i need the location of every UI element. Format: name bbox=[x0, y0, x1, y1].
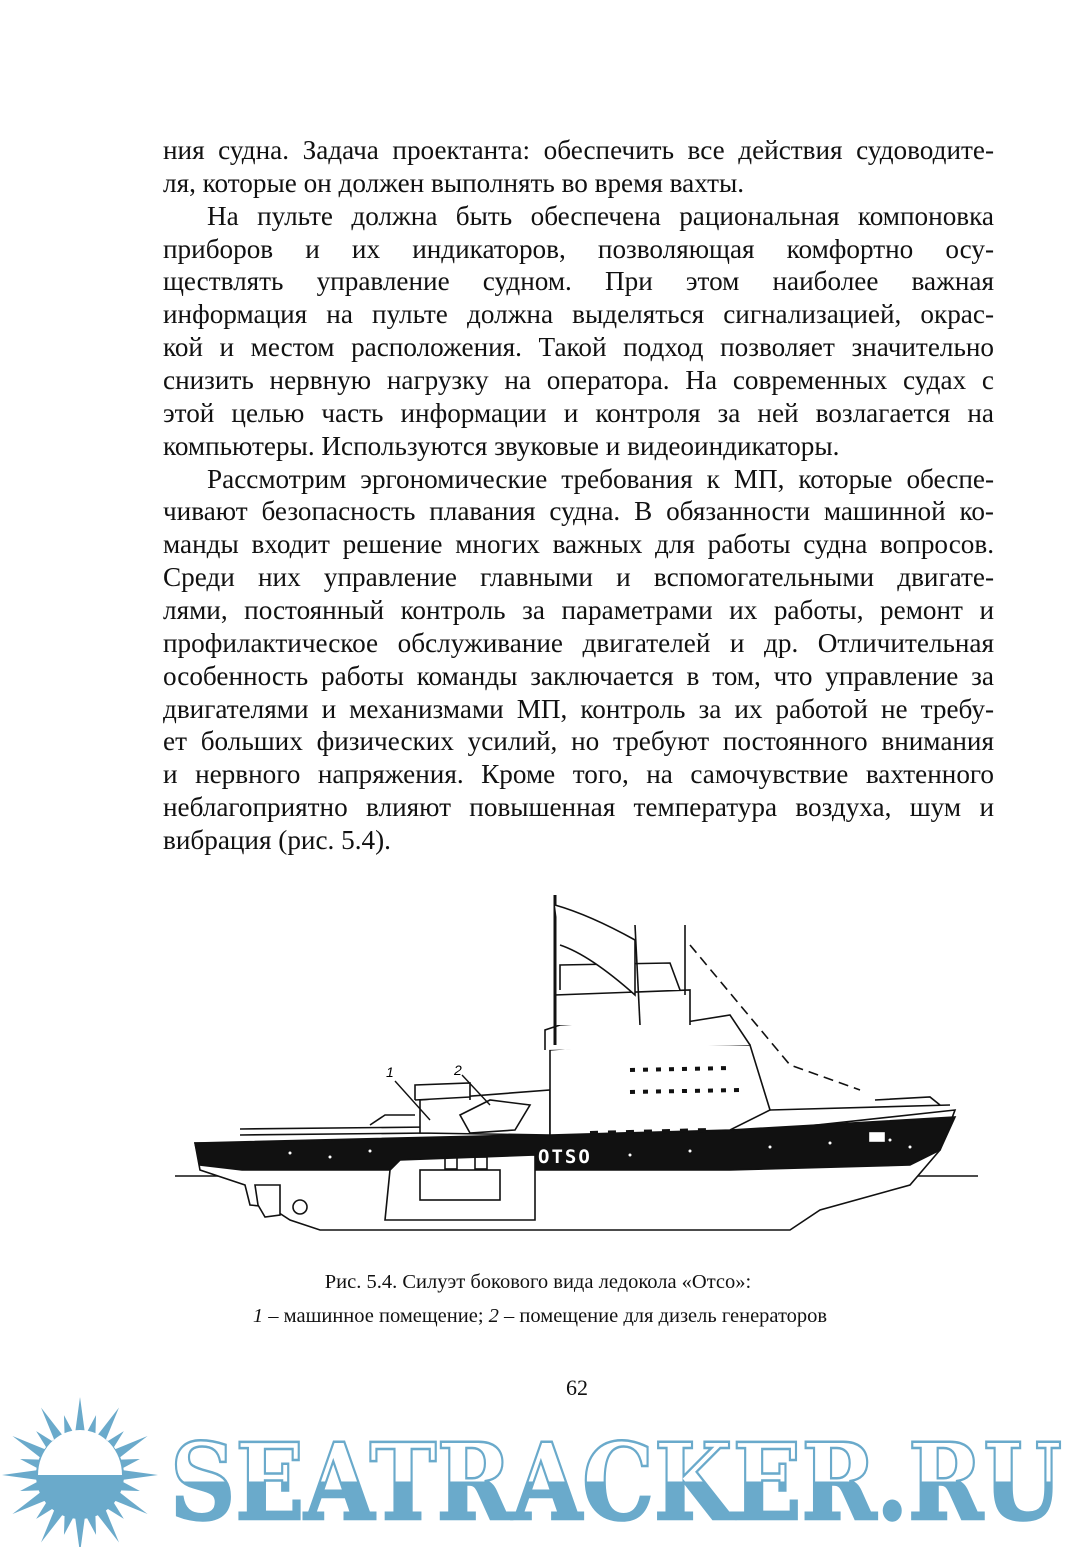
text-line: манды входит решение многих важных для работы судна вопросов. bbox=[163, 529, 994, 560]
sun-ray bbox=[75, 1515, 85, 1547]
text-line: чивают безопасность плавания судна. В обязанности машинной ко- bbox=[163, 496, 994, 527]
page-number: 62 bbox=[566, 1375, 588, 1400]
text-line: вибрация (рис. 5.4). bbox=[163, 825, 391, 856]
sun-ray bbox=[120, 1470, 158, 1480]
text-line: и нервного напряжения. Кроме того, на самочувствие вахтенного bbox=[163, 759, 994, 790]
text-line: этой целью часть информации и контроля за ней возлагается на bbox=[163, 397, 994, 428]
legend-text-1: – машинное помещение; bbox=[263, 1305, 489, 1327]
sun-ray bbox=[2, 1470, 40, 1480]
text-line: особенность работы команды заключается в том, что управление за bbox=[163, 660, 994, 691]
legend-text-2: – помещение для дизель генераторов bbox=[498, 1305, 828, 1327]
watermark-text: SEATRACKER.RU bbox=[170, 1419, 1062, 1544]
legend-num-2: 2 bbox=[488, 1305, 499, 1327]
text-line: ет больших физических усилий, но требуют постоянного внимания bbox=[163, 726, 994, 757]
figure-caption-legend bbox=[0, 1305, 1080, 1328]
text-line: неблагоприятно влияют повышенная температура воздуха, шум и bbox=[163, 792, 994, 823]
text-line: Рассмотрим эргономические требования к МП, которые обеспе- bbox=[207, 463, 994, 494]
text-line: Среди них управление главными и вспомогательными двигате- bbox=[163, 562, 994, 593]
watermark bbox=[0, 1385, 1080, 1547]
figure-caption-title: Рис. 5.4. Силуэт бокового вида ледокола «Отсо»: bbox=[324, 1271, 752, 1293]
figure-label-2: 2 bbox=[454, 1062, 462, 1078]
text-line: двигателями и механизмами МП, контроль за их работой не требу- bbox=[163, 693, 994, 724]
text-line: ля, которые он должен выполнять во время вахты. bbox=[163, 167, 745, 198]
hull-name-text: OTSO bbox=[538, 1146, 592, 1168]
text-line: ния судна. Задача проектанта: обеспечить все действия судоводите- bbox=[163, 135, 994, 165]
legend-num-1: 1 bbox=[252, 1305, 264, 1327]
text-line: ществлять управление судном. При этом наиболее важная bbox=[163, 266, 994, 297]
text-line: информация на пульте должна выделяться сигнализацией, окрас- bbox=[163, 299, 994, 330]
figure-label-1: 1 bbox=[386, 1064, 394, 1080]
text-line: лями, постоянный контроль за параметрами их работы, ремонт и bbox=[163, 595, 994, 626]
text-line: снизить нервную нагрузку на оператора. На современных судах с bbox=[163, 365, 994, 396]
text-line: На пульте должна быть обеспечена рациональная компоновка bbox=[207, 200, 994, 231]
text-line: профилактическое обслуживание двигателей и др. Отличительная bbox=[163, 627, 994, 658]
sun-ray bbox=[75, 1397, 85, 1435]
text-line: приборов и их индикаторов, позволяющая комфортно осу- bbox=[163, 233, 994, 264]
icebreaker-silhouette-figure bbox=[170, 885, 985, 1240]
sun-icon bbox=[2, 1397, 158, 1547]
text-line: компьютеры. Используются звуковые и видеоиндикаторы. bbox=[163, 430, 840, 461]
text-line: кой и местом расположения. Такой подход позволяет значительно bbox=[163, 332, 994, 363]
body-text bbox=[163, 134, 994, 857]
